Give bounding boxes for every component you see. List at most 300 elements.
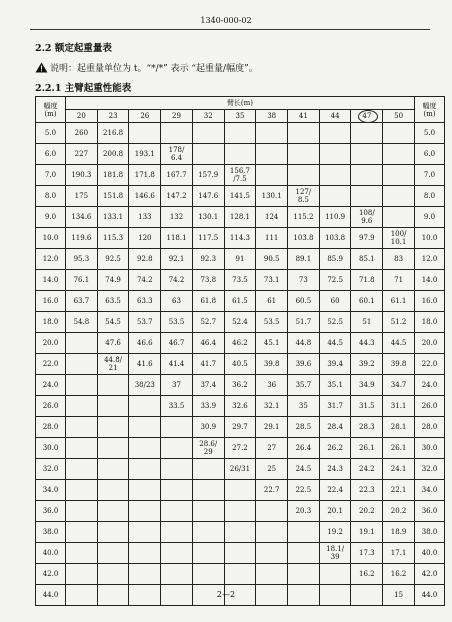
radius-cell: 6.0	[415, 144, 445, 165]
capacity-cell: 190.3	[66, 165, 98, 186]
capacity-cell	[97, 480, 129, 501]
radius-cell: 20.0	[36, 333, 66, 354]
radius-cell: 26.0	[36, 396, 66, 417]
radius-cell: 36.0	[415, 501, 445, 522]
radius-cell: 9.0	[415, 207, 445, 228]
capacity-cell	[319, 165, 351, 186]
capacity-cell: 25	[256, 459, 288, 480]
capacity-cell	[224, 144, 256, 165]
capacity-cell	[161, 438, 193, 459]
capacity-cell: 51.2	[383, 312, 415, 333]
capacity-cell	[288, 522, 320, 543]
capacity-cell	[319, 144, 351, 165]
capacity-cell	[192, 564, 224, 585]
table-row	[36, 501, 445, 522]
capacity-cell: 73.8	[192, 270, 224, 291]
capacity-cell: 92.5	[97, 249, 129, 270]
capacity-cell	[66, 522, 98, 543]
capacity-cell	[288, 144, 320, 165]
capacity-cell	[288, 165, 320, 186]
capacity-cell: 44.8	[288, 333, 320, 354]
table-row	[36, 123, 445, 144]
radius-cell: 20.0	[415, 333, 445, 354]
capacity-cell: 60.5	[288, 291, 320, 312]
capacity-cell	[192, 459, 224, 480]
capacity-cell: 97.9	[351, 228, 383, 249]
table-row	[36, 417, 445, 438]
capacity-cell: 32.1	[256, 396, 288, 417]
capacity-cell: 31.5	[351, 396, 383, 417]
capacity-cell: 46.4	[192, 333, 224, 354]
capacity-cell	[161, 459, 193, 480]
radius-cell: 12.0	[415, 249, 445, 270]
table-row	[36, 165, 445, 186]
capacity-cell: 37.4	[192, 375, 224, 396]
radius-cell: 8.0	[415, 186, 445, 207]
capacity-cell: 132	[161, 207, 193, 228]
capacity-cell	[192, 123, 224, 144]
capacity-cell: 175	[66, 186, 98, 207]
capacity-cell: 146.6	[129, 186, 161, 207]
capacity-cell: 147.2	[161, 186, 193, 207]
boom-length-cell: 47	[351, 110, 383, 123]
capacity-cell: 39.8	[383, 354, 415, 375]
capacity-cell: 35.7	[288, 375, 320, 396]
table-row	[36, 228, 445, 249]
capacity-cell	[351, 186, 383, 207]
table-row	[36, 396, 445, 417]
radius-cell: 28.0	[36, 417, 66, 438]
capacity-cell	[129, 480, 161, 501]
boom-length-cell: 41	[288, 110, 320, 123]
capacity-cell	[288, 564, 320, 585]
capacity-cell	[192, 501, 224, 522]
capacity-cell: 114.3	[224, 228, 256, 249]
capacity-cell	[192, 543, 224, 564]
capacity-cell	[129, 501, 161, 522]
capacity-cell: 83	[383, 249, 415, 270]
capacity-cell: 72.5	[319, 270, 351, 291]
capacity-cell: 60.1	[351, 291, 383, 312]
radius-cell: 40.0	[36, 543, 66, 564]
boom-length-cell: 29	[161, 110, 193, 123]
capacity-cell	[224, 123, 256, 144]
capacity-cell	[97, 543, 129, 564]
capacity-cell: 33.5	[161, 396, 193, 417]
capacity-cell	[66, 396, 98, 417]
boom-length-cell: 50	[383, 110, 415, 123]
capacity-cell	[129, 438, 161, 459]
capacity-cell: 36.2	[224, 375, 256, 396]
capacity-cell: 178/ 6.4	[161, 144, 193, 165]
capacity-cell	[129, 123, 161, 144]
capacity-cell: 74.2	[161, 270, 193, 291]
radius-cell: 22.0	[36, 354, 66, 375]
capacity-cell	[66, 417, 98, 438]
capacity-cell: 141.5	[224, 186, 256, 207]
table-row	[36, 564, 445, 585]
capacity-cell: 52.5	[319, 312, 351, 333]
capacity-cell	[351, 123, 383, 144]
capacity-cell	[66, 375, 98, 396]
capacity-cell: 39.4	[319, 354, 351, 375]
capacity-cell: 20.1	[319, 501, 351, 522]
capacity-cell: 22.1	[383, 480, 415, 501]
capacity-cell: 26.1	[383, 438, 415, 459]
radius-cell: 8.0	[36, 186, 66, 207]
capacity-cell: 18.9	[383, 522, 415, 543]
table-row	[36, 522, 445, 543]
capacity-cell: 39.2	[351, 354, 383, 375]
capacity-cell	[97, 375, 129, 396]
capacity-cell: 22.4	[319, 480, 351, 501]
capacity-cell: 46.2	[224, 333, 256, 354]
capacity-cell: 128.1	[224, 207, 256, 228]
table-row	[36, 144, 445, 165]
radius-cell: 24.0	[415, 375, 445, 396]
radius-cell: 44.0	[36, 585, 66, 606]
capacity-cell: 19.1	[351, 522, 383, 543]
table-row	[36, 249, 445, 270]
capacity-cell: 61.5	[224, 291, 256, 312]
table-body	[36, 123, 445, 606]
warning-icon	[35, 62, 48, 73]
capacity-cell: 53.5	[161, 312, 193, 333]
capacity-cell: 127/ 8.5	[288, 186, 320, 207]
radius-cell: 7.0	[36, 165, 66, 186]
radius-cell: 42.0	[36, 564, 66, 585]
capacity-cell: 260	[66, 123, 98, 144]
table-row	[36, 270, 445, 291]
capacity-cell: 60	[319, 291, 351, 312]
capacity-cell: 52.4	[224, 312, 256, 333]
capacity-cell: 89.1	[288, 249, 320, 270]
radius-cell: 10.0	[36, 228, 66, 249]
capacity-cell: 193.1	[129, 144, 161, 165]
boom-length-cell: 35	[224, 110, 256, 123]
capacity-cell: 41.4	[161, 354, 193, 375]
capacity-cell: 103.8	[288, 228, 320, 249]
capacity-cell	[224, 501, 256, 522]
capacity-cell	[66, 564, 98, 585]
boom-length-cell: 20	[66, 110, 98, 123]
boom-length-cell: 32	[192, 110, 224, 123]
radius-cell: 22.0	[415, 354, 445, 375]
capacity-cell	[97, 396, 129, 417]
radius-cell: 6.0	[36, 144, 66, 165]
capacity-cell: 39.6	[288, 354, 320, 375]
radius-cell: 28.0	[415, 417, 445, 438]
capacity-cell: 26.4	[288, 438, 320, 459]
radius-cell: 12.0	[36, 249, 66, 270]
radius-cell: 36.0	[36, 501, 66, 522]
capacity-cell: 30.9	[192, 417, 224, 438]
radius-cell: 9.0	[36, 207, 66, 228]
capacity-cell: 16.2	[383, 564, 415, 585]
note-line	[35, 61, 258, 74]
capacity-cell: 115.2	[288, 207, 320, 228]
table-row	[36, 291, 445, 312]
boom-length-cell: 38	[256, 110, 288, 123]
capacity-cell: 124	[256, 207, 288, 228]
capacity-cell: 26.2	[319, 438, 351, 459]
load-chart-table	[35, 96, 445, 606]
boom-length-header: 臂长(m)	[66, 97, 415, 110]
capacity-cell: 73.1	[256, 270, 288, 291]
radius-cell: 16.0	[415, 291, 445, 312]
capacity-cell: 76.1	[66, 270, 98, 291]
boom-length-cell: 23	[97, 110, 129, 123]
radius-cell: 44.0	[415, 585, 445, 606]
radius-cell: 38.0	[36, 522, 66, 543]
boom-length-row	[36, 110, 445, 123]
capacity-cell: 130.1	[256, 186, 288, 207]
capacity-cell: 74.2	[129, 270, 161, 291]
capacity-cell: 41.7	[192, 354, 224, 375]
capacity-cell	[129, 522, 161, 543]
capacity-cell: 119.6	[66, 228, 98, 249]
capacity-cell	[161, 522, 193, 543]
capacity-cell: 85.9	[319, 249, 351, 270]
capacity-cell	[161, 417, 193, 438]
capacity-cell: 53.7	[129, 312, 161, 333]
capacity-cell: 130.1	[192, 207, 224, 228]
capacity-cell: 28.6/ 29	[192, 438, 224, 459]
capacity-cell	[97, 522, 129, 543]
capacity-cell: 34.9	[351, 375, 383, 396]
capacity-cell: 24.5	[288, 459, 320, 480]
table-row	[36, 543, 445, 564]
hand-drawn-circle-mark	[358, 110, 378, 123]
capacity-cell	[351, 144, 383, 165]
capacity-cell	[256, 501, 288, 522]
capacity-cell	[97, 501, 129, 522]
capacity-cell: 28.4	[319, 417, 351, 438]
capacity-cell	[192, 522, 224, 543]
radius-cell: 26.0	[415, 396, 445, 417]
capacity-cell: 28.1	[383, 417, 415, 438]
capacity-cell	[288, 123, 320, 144]
capacity-cell	[288, 543, 320, 564]
capacity-cell: 26.1	[351, 438, 383, 459]
capacity-cell	[256, 543, 288, 564]
capacity-cell: 45.1	[256, 333, 288, 354]
radius-cell: 32.0	[415, 459, 445, 480]
capacity-cell	[319, 564, 351, 585]
radius-cell: 14.0	[36, 270, 66, 291]
radius-cell: 30.0	[36, 438, 66, 459]
capacity-cell	[66, 354, 98, 375]
capacity-cell	[66, 438, 98, 459]
capacity-cell: 19.2	[319, 522, 351, 543]
capacity-cell: 35.1	[319, 375, 351, 396]
capacity-cell: 24.1	[383, 459, 415, 480]
capacity-cell: 73.5	[224, 270, 256, 291]
boom-length-cell: 44	[319, 110, 351, 123]
table-row	[36, 207, 445, 228]
header-rule	[30, 29, 430, 30]
capacity-cell: 120	[129, 228, 161, 249]
capacity-cell: 100/ 10.1	[383, 228, 415, 249]
capacity-cell	[66, 333, 98, 354]
capacity-cell: 71.8	[351, 270, 383, 291]
capacity-cell: 92.1	[161, 249, 193, 270]
capacity-cell: 28.3	[351, 417, 383, 438]
capacity-cell: 17.1	[383, 543, 415, 564]
capacity-cell	[97, 459, 129, 480]
radius-cell: 40.0	[415, 543, 445, 564]
capacity-cell	[256, 564, 288, 585]
capacity-cell: 61.8	[192, 291, 224, 312]
capacity-cell: 53.5	[256, 312, 288, 333]
capacity-cell	[256, 144, 288, 165]
capacity-cell: 34.7	[383, 375, 415, 396]
capacity-cell: 171.8	[129, 165, 161, 186]
capacity-cell	[129, 543, 161, 564]
capacity-cell: 156.7 /7.5	[224, 165, 256, 186]
capacity-cell: 91	[224, 249, 256, 270]
capacity-cell: 15	[383, 585, 415, 606]
capacity-cell: 29.7	[224, 417, 256, 438]
capacity-cell: 63.5	[97, 291, 129, 312]
subsection-title: 2.2.1 主臂起重性能表	[35, 83, 132, 94]
radius-cell: 18.0	[36, 312, 66, 333]
capacity-cell: 27	[256, 438, 288, 459]
capacity-cell: 46.7	[161, 333, 193, 354]
capacity-cell: 31.1	[383, 396, 415, 417]
radius-cell: 34.0	[415, 480, 445, 501]
capacity-cell: 95.3	[66, 249, 98, 270]
capacity-cell	[383, 186, 415, 207]
capacity-cell: 133.1	[97, 207, 129, 228]
capacity-cell: 20.3	[288, 501, 320, 522]
table-row	[36, 438, 445, 459]
capacity-cell: 63	[161, 291, 193, 312]
capacity-cell: 27.2	[224, 438, 256, 459]
radius-cell: 18.0	[415, 312, 445, 333]
capacity-cell: 44.8/ 21	[97, 354, 129, 375]
capacity-cell	[161, 501, 193, 522]
capacity-cell: 44.5	[319, 333, 351, 354]
table-row	[36, 354, 445, 375]
capacity-cell	[224, 543, 256, 564]
capacity-cell: 147.6	[192, 186, 224, 207]
radius-cell: 42.0	[415, 564, 445, 585]
capacity-cell	[97, 438, 129, 459]
capacity-cell: 26/31	[224, 459, 256, 480]
capacity-cell: 108/ 9.6	[351, 207, 383, 228]
capacity-cell	[192, 480, 224, 501]
capacity-cell: 33.9	[192, 396, 224, 417]
capacity-cell: 111	[256, 228, 288, 249]
capacity-cell: 38/23	[129, 375, 161, 396]
capacity-cell: 74.9	[97, 270, 129, 291]
capacity-cell	[161, 564, 193, 585]
radius-cell: 7.0	[415, 165, 445, 186]
capacity-cell: 115.3	[97, 228, 129, 249]
note-text: 说明：起重量单位为 t。“*/*” 表示 “起重量/幅度”。	[50, 64, 258, 74]
capacity-cell: 73	[288, 270, 320, 291]
capacity-cell: 16.2	[351, 564, 383, 585]
capacity-cell: 44.3	[351, 333, 383, 354]
capacity-cell: 52.7	[192, 312, 224, 333]
capacity-cell	[129, 396, 161, 417]
table-row	[36, 312, 445, 333]
capacity-cell	[224, 522, 256, 543]
radius-cell: 5.0	[415, 123, 445, 144]
capacity-cell: 134.6	[66, 207, 98, 228]
capacity-cell	[224, 480, 256, 501]
capacity-cell: 20.2	[351, 501, 383, 522]
capacity-cell: 157.9	[192, 165, 224, 186]
capacity-cell	[97, 417, 129, 438]
radius-cell: 32.0	[36, 459, 66, 480]
radius-cell: 30.0	[415, 438, 445, 459]
capacity-cell: 24.2	[351, 459, 383, 480]
capacity-cell	[192, 144, 224, 165]
radius-cell: 5.0	[36, 123, 66, 144]
capacity-cell: 22.5	[288, 480, 320, 501]
capacity-cell: 118.1	[161, 228, 193, 249]
capacity-cell: 63.3	[129, 291, 161, 312]
radius-cell: 16.0	[36, 291, 66, 312]
capacity-cell: 92.8	[129, 249, 161, 270]
capacity-cell: 181.8	[97, 165, 129, 186]
capacity-cell	[129, 564, 161, 585]
capacity-cell	[161, 543, 193, 564]
capacity-cell: 151.8	[97, 186, 129, 207]
capacity-cell	[66, 543, 98, 564]
page-number: 2—2	[216, 590, 236, 599]
capacity-cell	[351, 165, 383, 186]
capacity-cell: 90.5	[256, 249, 288, 270]
radius-header-right: 幅度 (m)	[415, 97, 445, 123]
capacity-cell	[256, 522, 288, 543]
capacity-cell: 40.5	[224, 354, 256, 375]
capacity-cell	[129, 417, 161, 438]
capacity-cell: 54.8	[66, 312, 98, 333]
boom-length-cell: 26	[129, 110, 161, 123]
radius-cell: 10.0	[415, 228, 445, 249]
capacity-cell: 31.7	[319, 396, 351, 417]
capacity-cell	[256, 165, 288, 186]
capacity-cell: 44.5	[383, 333, 415, 354]
capacity-cell: 28.5	[288, 417, 320, 438]
capacity-cell: 32.6	[224, 396, 256, 417]
radius-cell: 24.0	[36, 375, 66, 396]
capacity-cell: 51.7	[288, 312, 320, 333]
capacity-cell: 92.3	[192, 249, 224, 270]
capacity-cell: 63.7	[66, 291, 98, 312]
capacity-cell	[66, 501, 98, 522]
capacity-cell: 29.1	[256, 417, 288, 438]
capacity-cell	[97, 564, 129, 585]
capacity-cell: 61	[256, 291, 288, 312]
radius-cell: 34.0	[36, 480, 66, 501]
capacity-cell: 200.8	[97, 144, 129, 165]
capacity-cell	[256, 123, 288, 144]
capacity-cell: 117.5	[192, 228, 224, 249]
capacity-cell	[224, 564, 256, 585]
capacity-cell	[383, 165, 415, 186]
section-title: 2.2 额定起重量表	[35, 43, 112, 54]
capacity-cell: 18.1/ 39	[319, 543, 351, 564]
table-row	[36, 333, 445, 354]
capacity-cell: 110.9	[319, 207, 351, 228]
capacity-cell: 47.6	[97, 333, 129, 354]
radius-cell: 14.0	[415, 270, 445, 291]
capacity-cell	[66, 459, 98, 480]
